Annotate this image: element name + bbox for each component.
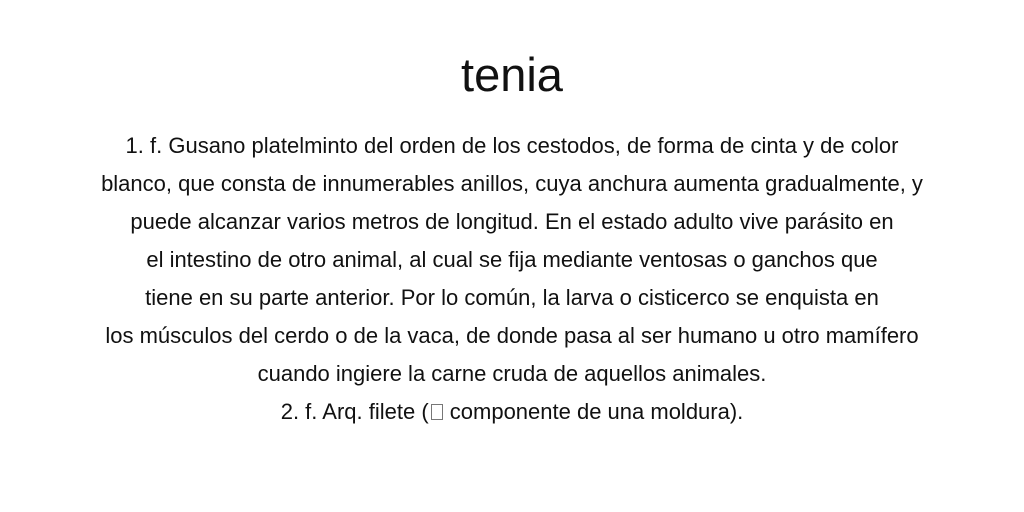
missing-glyph-icon bbox=[431, 404, 443, 420]
definition-2 bbox=[20, 393, 1004, 431]
definition-1-line: puede alcanzar varios metros de longitud. En el estado adulto vive parásito en bbox=[130, 209, 894, 234]
definition-2-text-end: componente de una moldura). bbox=[443, 399, 744, 424]
definition-1-line: el intestino de otro animal, al cual se fija mediante ventosas o ganchos que bbox=[146, 247, 878, 272]
headword: tenia bbox=[461, 48, 563, 101]
definition-1-line: blanco, que consta de innumerables anillos, cuya anchura aumenta gradualmente, y bbox=[101, 171, 923, 196]
definition-1 bbox=[20, 127, 1004, 393]
definition-1-line: 1. f. Gusano platelminto del orden de los cestodos, de forma de cinta y de color bbox=[125, 133, 899, 158]
definition-1-line: cuando ingiere la carne cruda de aquellos animales. bbox=[257, 361, 767, 386]
definition-2-text-start: 2. f. Arq. filete ( bbox=[280, 399, 429, 424]
definition-1-line: los músculos del cerdo o de la vaca, de donde pasa al ser humano u otro mamífero bbox=[105, 323, 919, 348]
definition-1-line: tiene en su parte anterior. Por lo común, la larva o cisticerco se enquista en bbox=[145, 285, 879, 310]
definition-2-line bbox=[20, 393, 1004, 431]
definitions bbox=[20, 127, 1004, 431]
